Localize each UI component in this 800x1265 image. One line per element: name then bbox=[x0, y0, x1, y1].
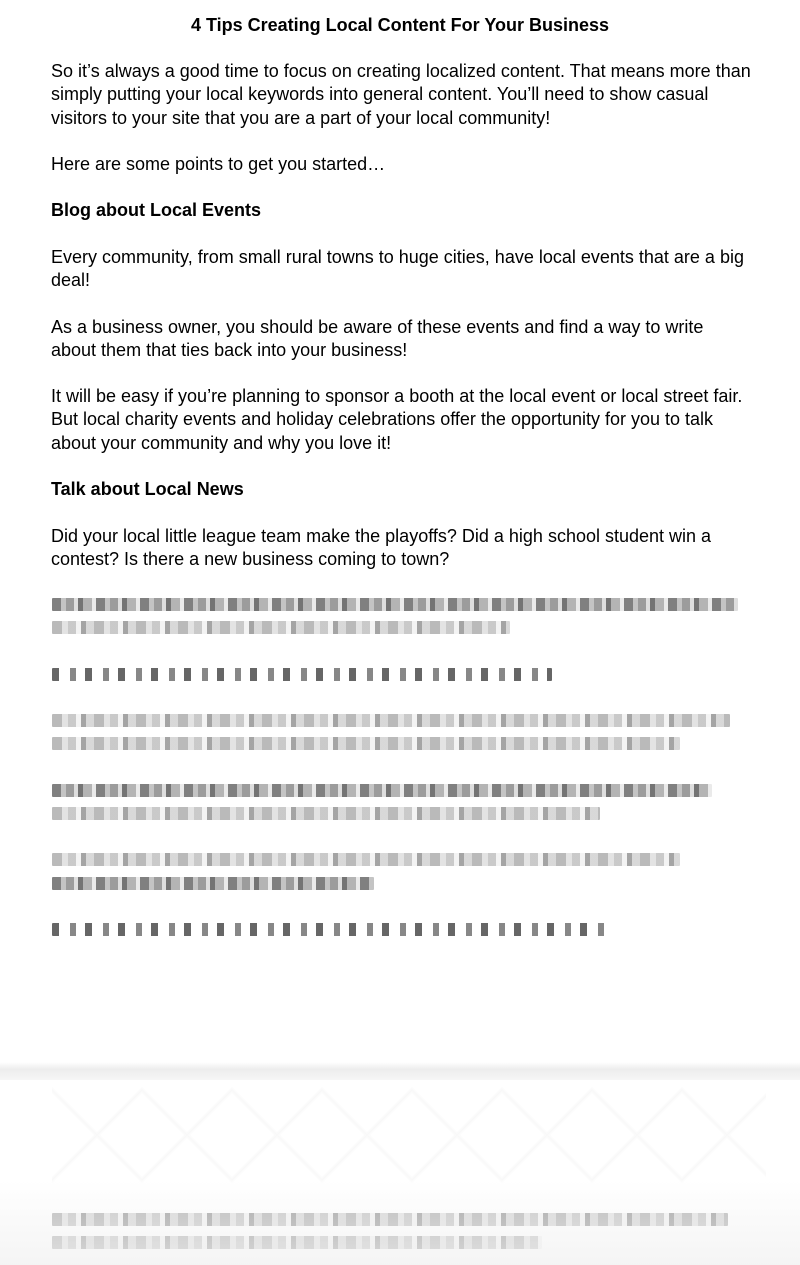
document-title: 4 Tips Creating Local Content For Your Business bbox=[190, 15, 610, 35]
obscured-text-line bbox=[52, 853, 680, 866]
obscured-text-line bbox=[52, 807, 600, 820]
faded-image-area bbox=[52, 1080, 766, 1190]
section-heading-local-news: Talk about Local News bbox=[51, 479, 244, 499]
page-break-divider bbox=[0, 1062, 800, 1080]
intro-paragraph: So it’s always a good time to focus on creating localized content. That means more than simply putting your local keywords into general content. You’ll need to show casual visitors to your site that you are a part of your local community! bbox=[51, 61, 751, 128]
lead-in-paragraph: Here are some points to get you started… bbox=[51, 154, 386, 174]
obscured-text-line bbox=[52, 598, 738, 611]
obscured-text-line bbox=[52, 784, 712, 797]
local-events-paragraph-1: Every community, from small rural towns to huge cities, have local events that are a big deal! bbox=[51, 247, 744, 291]
obscured-text-line bbox=[52, 1213, 728, 1226]
obscured-text-line bbox=[52, 877, 374, 890]
section-heading-local-events: Blog about Local Events bbox=[51, 200, 262, 220]
local-events-paragraph-3: It will be easy if you’re planning to sponsor a booth at the local event or local street fair. But local charity events and holiday celebrations offer the opportunity for you to talk about your community and why you love it! bbox=[51, 386, 743, 453]
obscured-text-line bbox=[52, 1236, 542, 1249]
obscured-heading-line bbox=[52, 668, 552, 681]
local-events-paragraph-2: As a business owner, you should be aware of these events and find a way to write about them that ties back into your business! bbox=[51, 317, 704, 361]
obscured-text-line bbox=[52, 737, 680, 750]
local-news-paragraph: Did your local little league team make the playoffs? Did a high school student win a contest? Is there a new business coming to town? bbox=[51, 526, 712, 570]
obscured-text-line bbox=[52, 923, 612, 936]
obscured-text-line bbox=[52, 621, 510, 634]
obscured-text-line bbox=[52, 714, 730, 727]
